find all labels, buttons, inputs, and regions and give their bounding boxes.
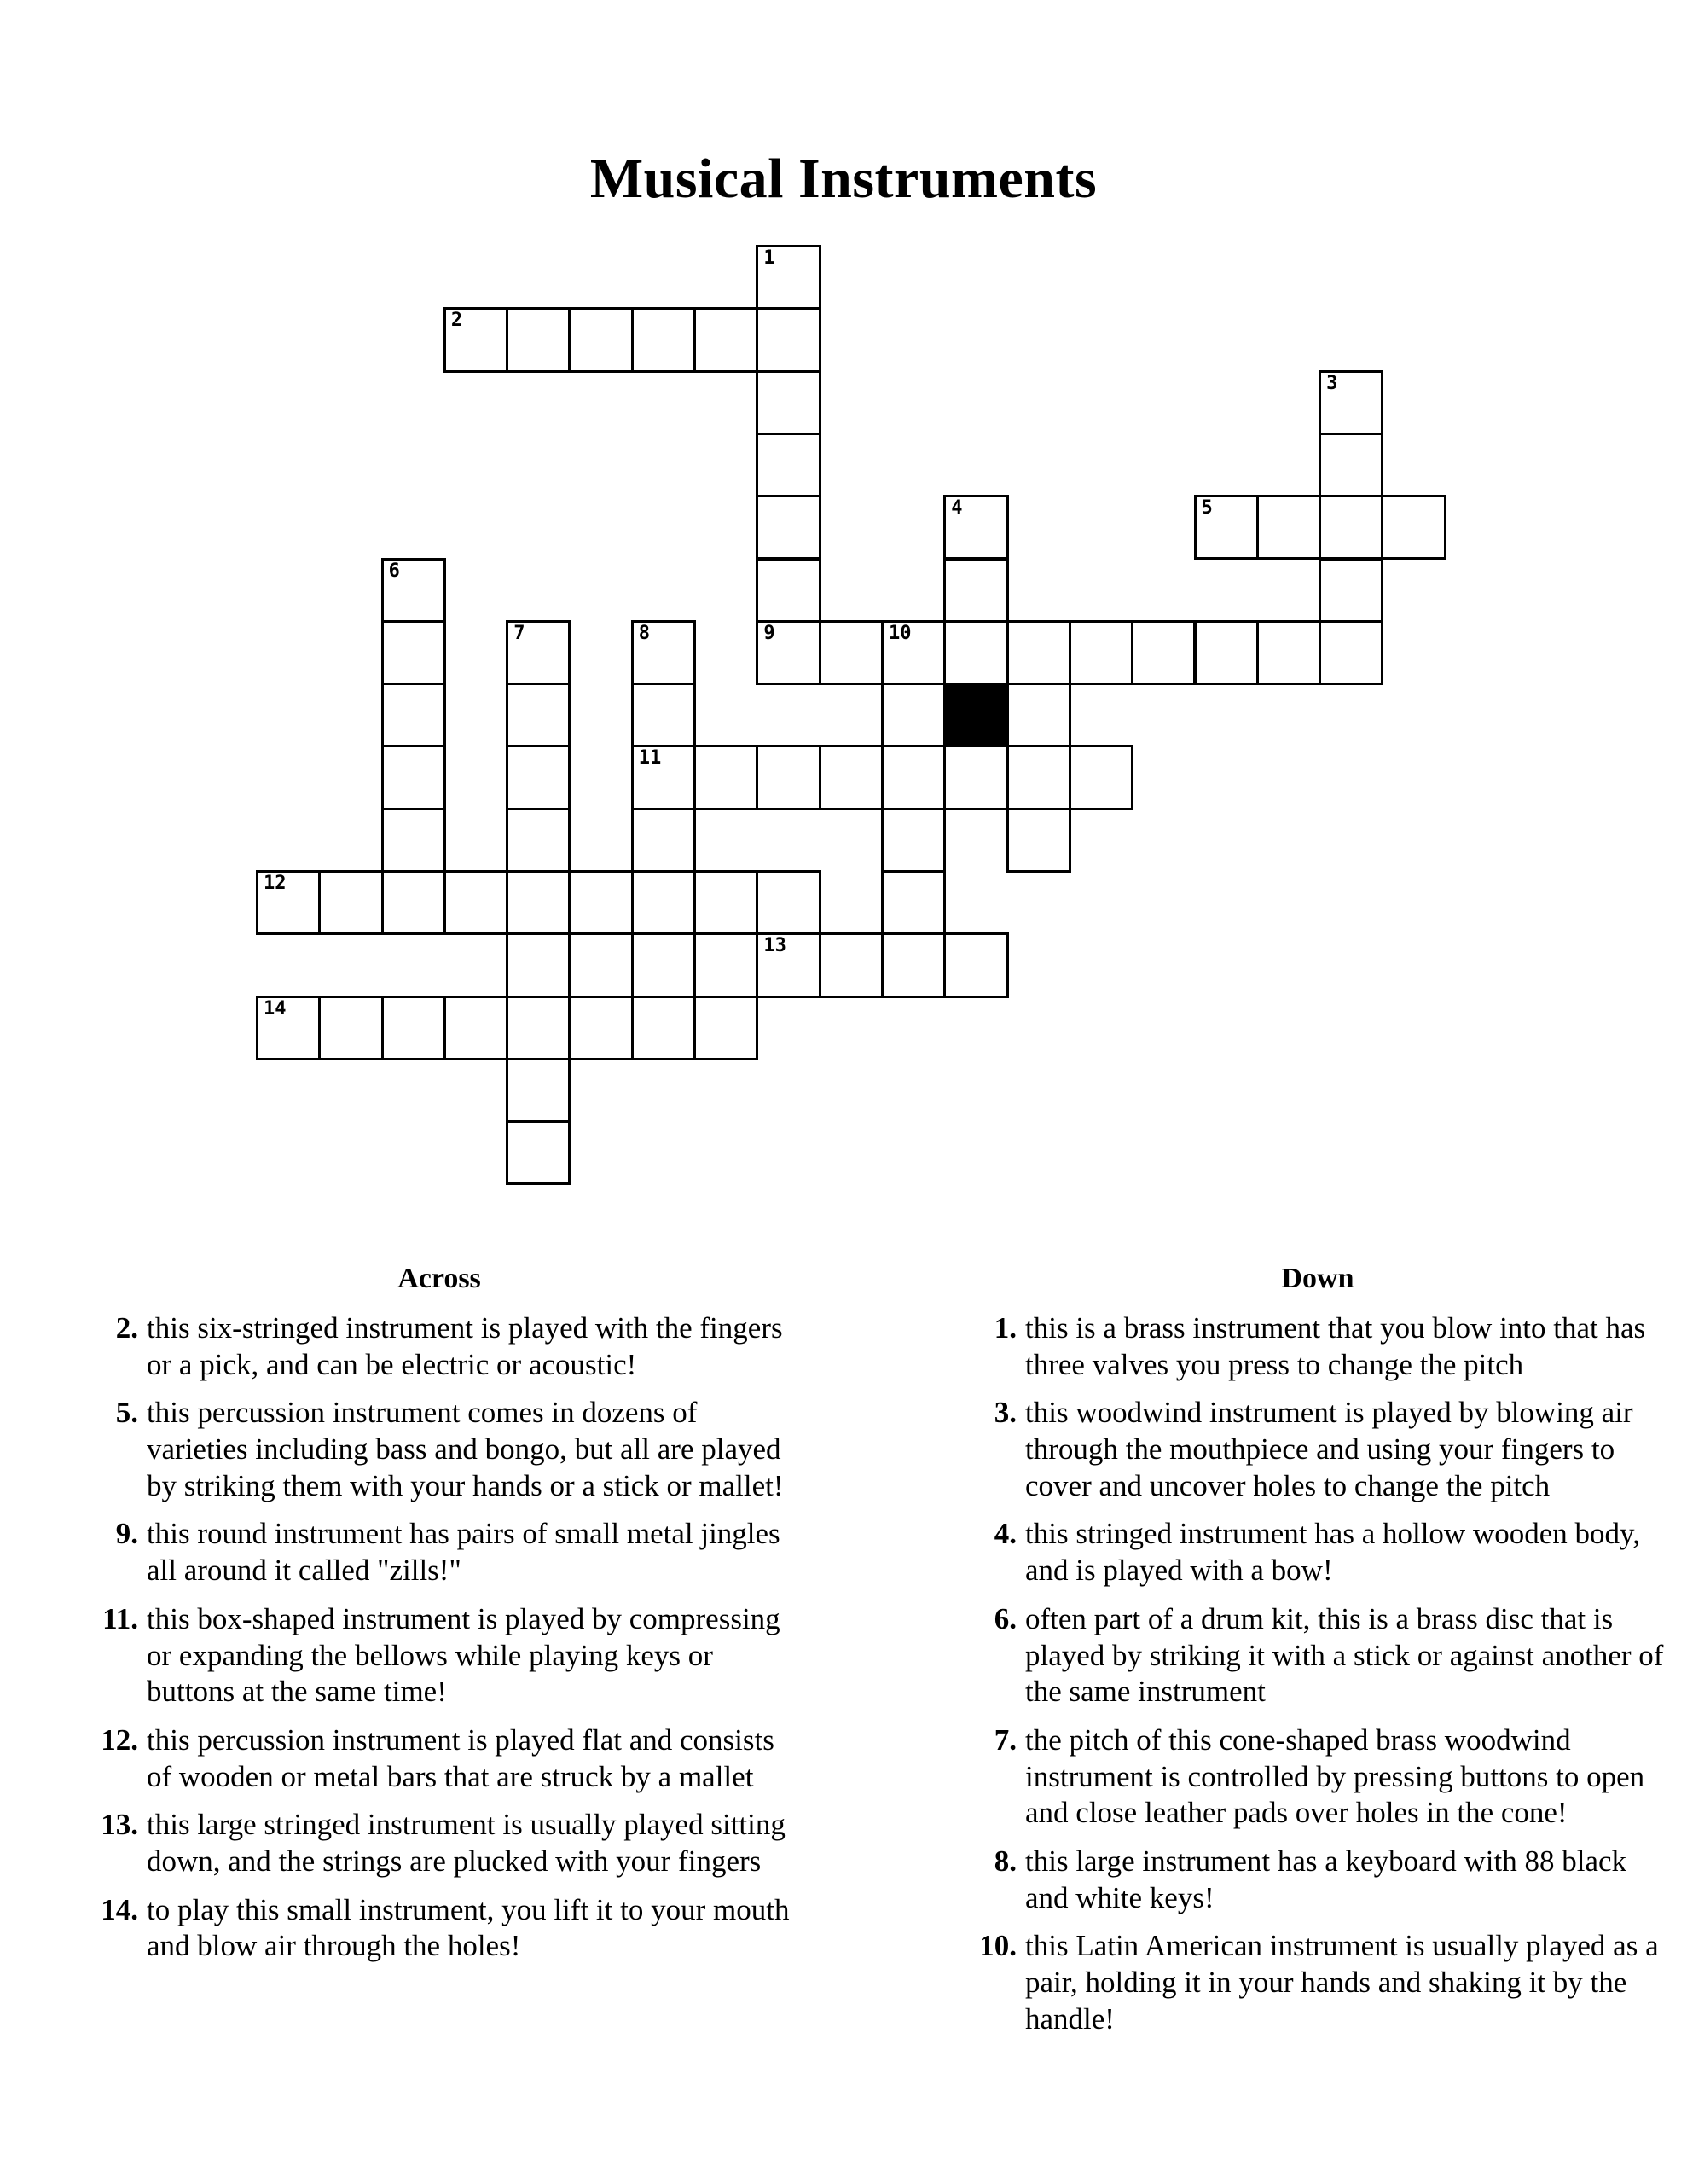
down-clue-number: 8.: [994, 1844, 1017, 1878]
crossword-cell[interactable]: [631, 682, 696, 747]
crossword-cell[interactable]: [506, 620, 571, 685]
crossword-cell[interactable]: [1319, 620, 1383, 685]
crossword-cell[interactable]: [1069, 745, 1133, 810]
cell-number: 14: [264, 997, 287, 1019]
crossword-cell[interactable]: [1006, 808, 1071, 873]
crossword-cell[interactable]: [1006, 682, 1071, 747]
crossword-cell[interactable]: [506, 808, 571, 873]
down-clue-number: 10.: [979, 1929, 1017, 1963]
crossword-cell[interactable]: [881, 808, 946, 873]
across-clue-item: [85, 1395, 793, 1504]
across-clue-text: this large stringed instrument is usually played sitting down, and the strings are plucked with your fingers: [147, 1808, 786, 1878]
crossword-cell[interactable]: [443, 996, 508, 1060]
across-clue-list: [85, 1310, 793, 1965]
across-clue-number: 5.: [115, 1396, 138, 1430]
crossword-cell[interactable]: [381, 808, 446, 873]
across-clue-item: [85, 1601, 793, 1711]
across-clue-text: to play this small instrument, you lift it to your mouth and blow air through the holes!: [147, 1892, 790, 1963]
down-clue-item: [964, 1395, 1672, 1504]
across-clue-item: [85, 1516, 793, 1589]
across-clue-item: [85, 1310, 793, 1383]
down-clue-item: [964, 1516, 1672, 1589]
cell-number: 10: [889, 622, 912, 644]
down-clue-number: 6.: [994, 1601, 1017, 1635]
down-clue-text: this stringed instrument has a hollow wooden body, and is played with a bow!: [1025, 1517, 1640, 1588]
down-clue-item: [964, 1722, 1672, 1832]
crossword-cell[interactable]: [756, 558, 820, 623]
crossword-cell[interactable]: [1256, 620, 1321, 685]
crossword-cell[interactable]: [506, 996, 571, 1060]
crossword-cell[interactable]: [693, 307, 758, 372]
crossword-cell[interactable]: [631, 870, 696, 935]
crossword-cell[interactable]: [943, 495, 1008, 560]
down-clue-text: the pitch of this cone-shaped brass woodwind instrument is controlled by pressing buttons to open and close leather pads over holes in the cone!: [1025, 1722, 1645, 1830]
cell-number: 5: [1201, 497, 1213, 520]
across-clue-text: this round instrument has pairs of small metal jingles all around it called "zills!": [147, 1517, 780, 1588]
crossword-cell[interactable]: [1381, 495, 1446, 560]
down-clue-number: 1.: [994, 1311, 1017, 1345]
across-clue-number: 9.: [115, 1517, 138, 1551]
cell-number: 1: [763, 247, 775, 269]
across-clue-number: 14.: [101, 1892, 138, 1926]
crossword-cell[interactable]: [881, 870, 946, 935]
crossword-cell[interactable]: [756, 745, 820, 810]
crossword-cell[interactable]: [693, 870, 758, 935]
crossword-cell[interactable]: [256, 870, 321, 935]
crossword-cell[interactable]: [943, 558, 1008, 623]
crossword-cell[interactable]: [693, 745, 758, 810]
down-clues-column: [964, 1263, 1672, 2116]
crossword-cell[interactable]: [756, 370, 820, 435]
crossword-cell[interactable]: [943, 620, 1008, 685]
crossword-cell[interactable]: [1131, 620, 1196, 685]
crossword-cell[interactable]: [1194, 495, 1259, 560]
down-clue-text: this woodwind instrument is played by blowing air through the mouthpiece and using your fingers to cover and uncover holes to change the pitch: [1025, 1396, 1633, 1502]
crossword-cell[interactable]: [1194, 620, 1259, 685]
across-clue-number: 2.: [115, 1311, 138, 1345]
crossword-cell[interactable]: [756, 620, 820, 685]
down-clue-text: this large instrument has a keyboard with 88 black and white keys!: [1025, 1844, 1627, 1914]
down-clue-item: [964, 1928, 1672, 2037]
crossword-cell[interactable]: [1319, 558, 1383, 623]
crossword-cell[interactable]: [381, 870, 446, 935]
crossword-cell[interactable]: [443, 307, 508, 372]
across-clue-text: this six-stringed instrument is played with the fingers or a pick, and can be electric or acoustic!: [147, 1311, 783, 1381]
across-clue-item: [85, 1892, 793, 1965]
crossword-cell[interactable]: [506, 1058, 571, 1123]
across-clue-item: [85, 1722, 793, 1795]
crossword-cell[interactable]: [506, 745, 571, 810]
crossword-cell[interactable]: [318, 996, 383, 1060]
cell-number: 11: [638, 747, 662, 770]
crossword-cell[interactable]: [443, 870, 508, 935]
crossword-cell[interactable]: [943, 932, 1008, 997]
crossword-cell[interactable]: [631, 932, 696, 997]
crossword-cell[interactable]: [381, 996, 446, 1060]
down-clue-text: often part of a drum kit, this is a brass disc that is played by striking it with a stick or against another of the same instrument: [1025, 1601, 1664, 1709]
crossword-cell[interactable]: [756, 245, 820, 310]
across-clue-item: [85, 1807, 793, 1879]
crossword-cell[interactable]: [881, 620, 946, 685]
across-clue-text: this percussion instrument is played flat and consists of wooden or metal bars that are struck by a mallet: [147, 1722, 774, 1793]
down-heading: Down: [1281, 1263, 1354, 1294]
down-clue-text: this Latin American instrument is usually played as a pair, holding it in your hands and shaking it by the handle!: [1025, 1929, 1659, 2036]
crossword-cell[interactable]: [506, 307, 571, 372]
crossword-cell[interactable]: [506, 932, 571, 997]
crossword-cell[interactable]: [569, 996, 634, 1060]
crossword-cell[interactable]: [569, 307, 634, 372]
down-clue-list: [964, 1310, 1672, 2037]
down-clue-item: [964, 1844, 1672, 1916]
down-clue-number: 4.: [994, 1517, 1017, 1551]
crossword-cell[interactable]: [318, 870, 383, 935]
clues-section: [0, 1263, 1687, 2116]
crossword-cell[interactable]: [756, 433, 820, 497]
crossword-cell[interactable]: [756, 307, 820, 372]
crossword-cell[interactable]: [1006, 745, 1071, 810]
crossword-cell[interactable]: [381, 745, 446, 810]
down-clue-item: [964, 1601, 1672, 1711]
crossword-cell[interactable]: [1006, 620, 1071, 685]
crossword-cell[interactable]: [693, 996, 758, 1060]
crossword-cell[interactable]: [506, 682, 571, 747]
crossword-cell[interactable]: [881, 682, 946, 747]
across-clue-number: 13.: [101, 1808, 138, 1842]
down-clue-number: 7.: [994, 1722, 1017, 1757]
down-clue-number: 3.: [994, 1396, 1017, 1430]
down-clue-text: this is a brass instrument that you blow into that has three valves you press to change the pitch: [1025, 1311, 1646, 1381]
crossword-cell[interactable]: [506, 1120, 571, 1185]
crossword-cell[interactable]: [1319, 370, 1383, 435]
crossword-cell[interactable]: [756, 932, 820, 997]
across-clue-number: 11.: [102, 1601, 138, 1635]
down-clue-item: [964, 1310, 1672, 1383]
crossword-cell[interactable]: [381, 682, 446, 747]
cell-number: 2: [450, 310, 463, 332]
cell-number: 9: [763, 622, 775, 644]
crossword-cell[interactable]: [1319, 433, 1383, 497]
crossword-cell[interactable]: [1319, 495, 1383, 560]
crossword-cell[interactable]: [569, 870, 634, 935]
crossword-cell[interactable]: [693, 932, 758, 997]
crossword-cell[interactable]: [381, 620, 446, 685]
crossword-cell[interactable]: [631, 745, 696, 810]
crossword-cell[interactable]: [819, 932, 884, 997]
across-clue-number: 12.: [101, 1722, 138, 1757]
crossword-cell[interactable]: [631, 620, 696, 685]
cell-number: 8: [638, 622, 651, 644]
crossword-block-cell: [943, 682, 1008, 747]
crossword-cell[interactable]: [256, 996, 321, 1060]
cell-number: 7: [513, 622, 525, 644]
crossword-cell[interactable]: [881, 932, 946, 997]
across-clue-text: this box-shaped instrument is played by compressing or expanding the bellows while playing keys or buttons at the same time!: [147, 1601, 780, 1709]
crossword-cell[interactable]: [631, 808, 696, 873]
crossword-cell[interactable]: [756, 495, 820, 560]
cell-number: 12: [264, 873, 287, 894]
across-clues-column: [85, 1263, 793, 2116]
cell-number: 4: [951, 497, 963, 520]
crossword-cell[interactable]: [819, 620, 884, 685]
crossword-cell[interactable]: [881, 745, 946, 810]
cell-number: 6: [388, 560, 400, 582]
across-clue-text: this percussion instrument comes in dozens of varieties including bass and bongo, but all are played by striking them with your hands or a stick or mallet!: [147, 1396, 784, 1502]
crossword-cell[interactable]: [631, 996, 696, 1060]
cell-number: 13: [763, 935, 786, 957]
page-title: Musical Instruments: [589, 148, 1098, 211]
cell-number: 3: [1326, 372, 1338, 394]
crossword-cell[interactable]: [506, 870, 571, 935]
across-heading: Across: [397, 1263, 481, 1294]
crossword-cell[interactable]: [943, 745, 1008, 810]
crossword-cell[interactable]: [1069, 620, 1133, 685]
crossword-cell[interactable]: [819, 745, 884, 810]
crossword-cell[interactable]: [756, 870, 820, 935]
crossword-cell[interactable]: [631, 307, 696, 372]
crossword-cell[interactable]: [381, 558, 446, 623]
crossword-cell[interactable]: [1256, 495, 1321, 560]
